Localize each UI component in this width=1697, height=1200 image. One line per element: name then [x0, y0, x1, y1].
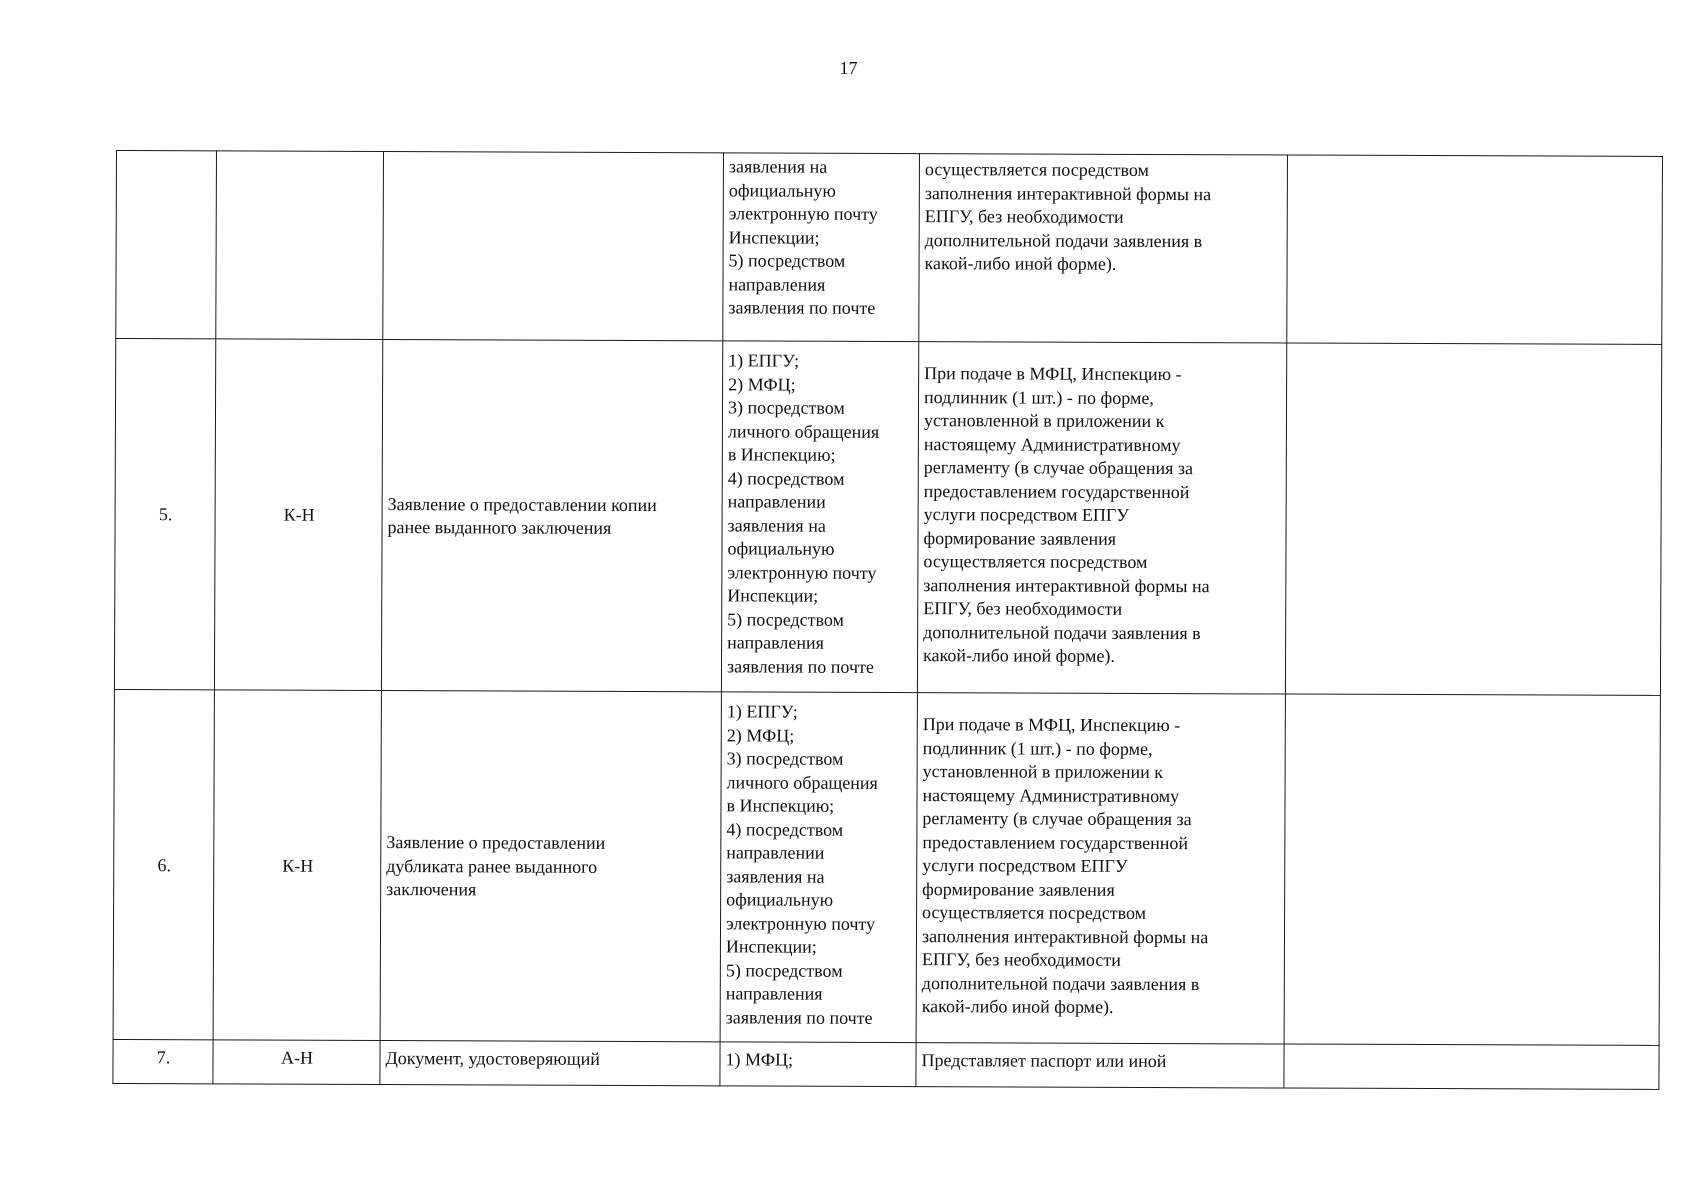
row-number-cell [116, 151, 217, 339]
empty-cell [1285, 343, 1661, 695]
row-number-cell: 7. [113, 1039, 213, 1083]
requirements-cell: При подаче в МФЦ, Инспекцию - подлинник (1 шт.) - по форме, установленной в приложении к настоящему Административному регламенту (в случае обращения за предоставлением государственной услуги посредством ЕПГУ формирование заявления осуществляется посредством заполнения интерактивной формы на ЕПГУ, без необходимости дополнительной подачи заявления в какой-либо иной форме). [916, 693, 1285, 1044]
row-number-cell: 6. [113, 689, 214, 1039]
document-code-cell: А-Н [213, 1040, 380, 1085]
document-name-cell [383, 152, 724, 341]
document-name-cell: Заявление о предоставлении дубликата ранее выданного заключения [380, 691, 721, 1042]
document-code-cell: К-Н [213, 690, 381, 1041]
requirements-cell: Представляет паспорт или иной [916, 1043, 1284, 1088]
submission-methods-cell: заявления на официальную электронную почту Инспекции; 5) посредством направления заявления по почте [723, 153, 920, 342]
empty-cell [1287, 155, 1663, 344]
document-name-cell: Документ, удостоверяющий [380, 1041, 720, 1086]
requirements-cell: При подаче в МФЦ, Инспекцию - подлинник (1 шт.) - по форме, установленной в приложении к настоящему Административному регламенту (в случае обращения за предоставлением государственной услуги посредством ЕПГУ формирование заявления осуществляется посредством заполнения интерактивной формы на ЕПГУ, без необходимости дополнительной подачи заявления в какой-либо иной форме). [917, 342, 1286, 694]
submission-methods-cell: 1) ЕПГУ; 2) МФЦ; 3) посредством личного обращения в Инспекцию; 4) посредством направлении заявления на официальную электронную почту Инспекции; 5) посредством направления заявления по почте [721, 341, 918, 693]
row-number-cell: 5. [114, 339, 215, 690]
document-name-cell: Заявление о предоставлении копии ранее выданного заключения [381, 340, 722, 692]
page-number: 17 [839, 58, 858, 78]
table-row [113, 689, 1660, 1045]
table-row [116, 151, 1663, 345]
table-row [114, 339, 1661, 696]
empty-cell [1284, 694, 1660, 1045]
table-row [113, 1039, 1659, 1089]
submission-methods-cell: 1) МФЦ; [720, 1042, 916, 1087]
submission-methods-cell: 1) ЕПГУ; 2) МФЦ; 3) посредством личного обращения в Инспекцию; 4) посредством направлении заявления на официальную электронную почту Инспекции; 5) посредством направления заявления по почте [720, 692, 917, 1043]
document-table [112, 150, 1663, 1090]
requirements-cell: осуществляется посредством заполнения интерактивной формы на ЕПГУ, без необходимости дополнительной подачи заявления в какой-либо иной форме). [919, 154, 1288, 343]
document-code-cell: К-Н [214, 339, 382, 691]
empty-cell [1284, 1044, 1659, 1089]
document-code-cell [216, 151, 384, 340]
